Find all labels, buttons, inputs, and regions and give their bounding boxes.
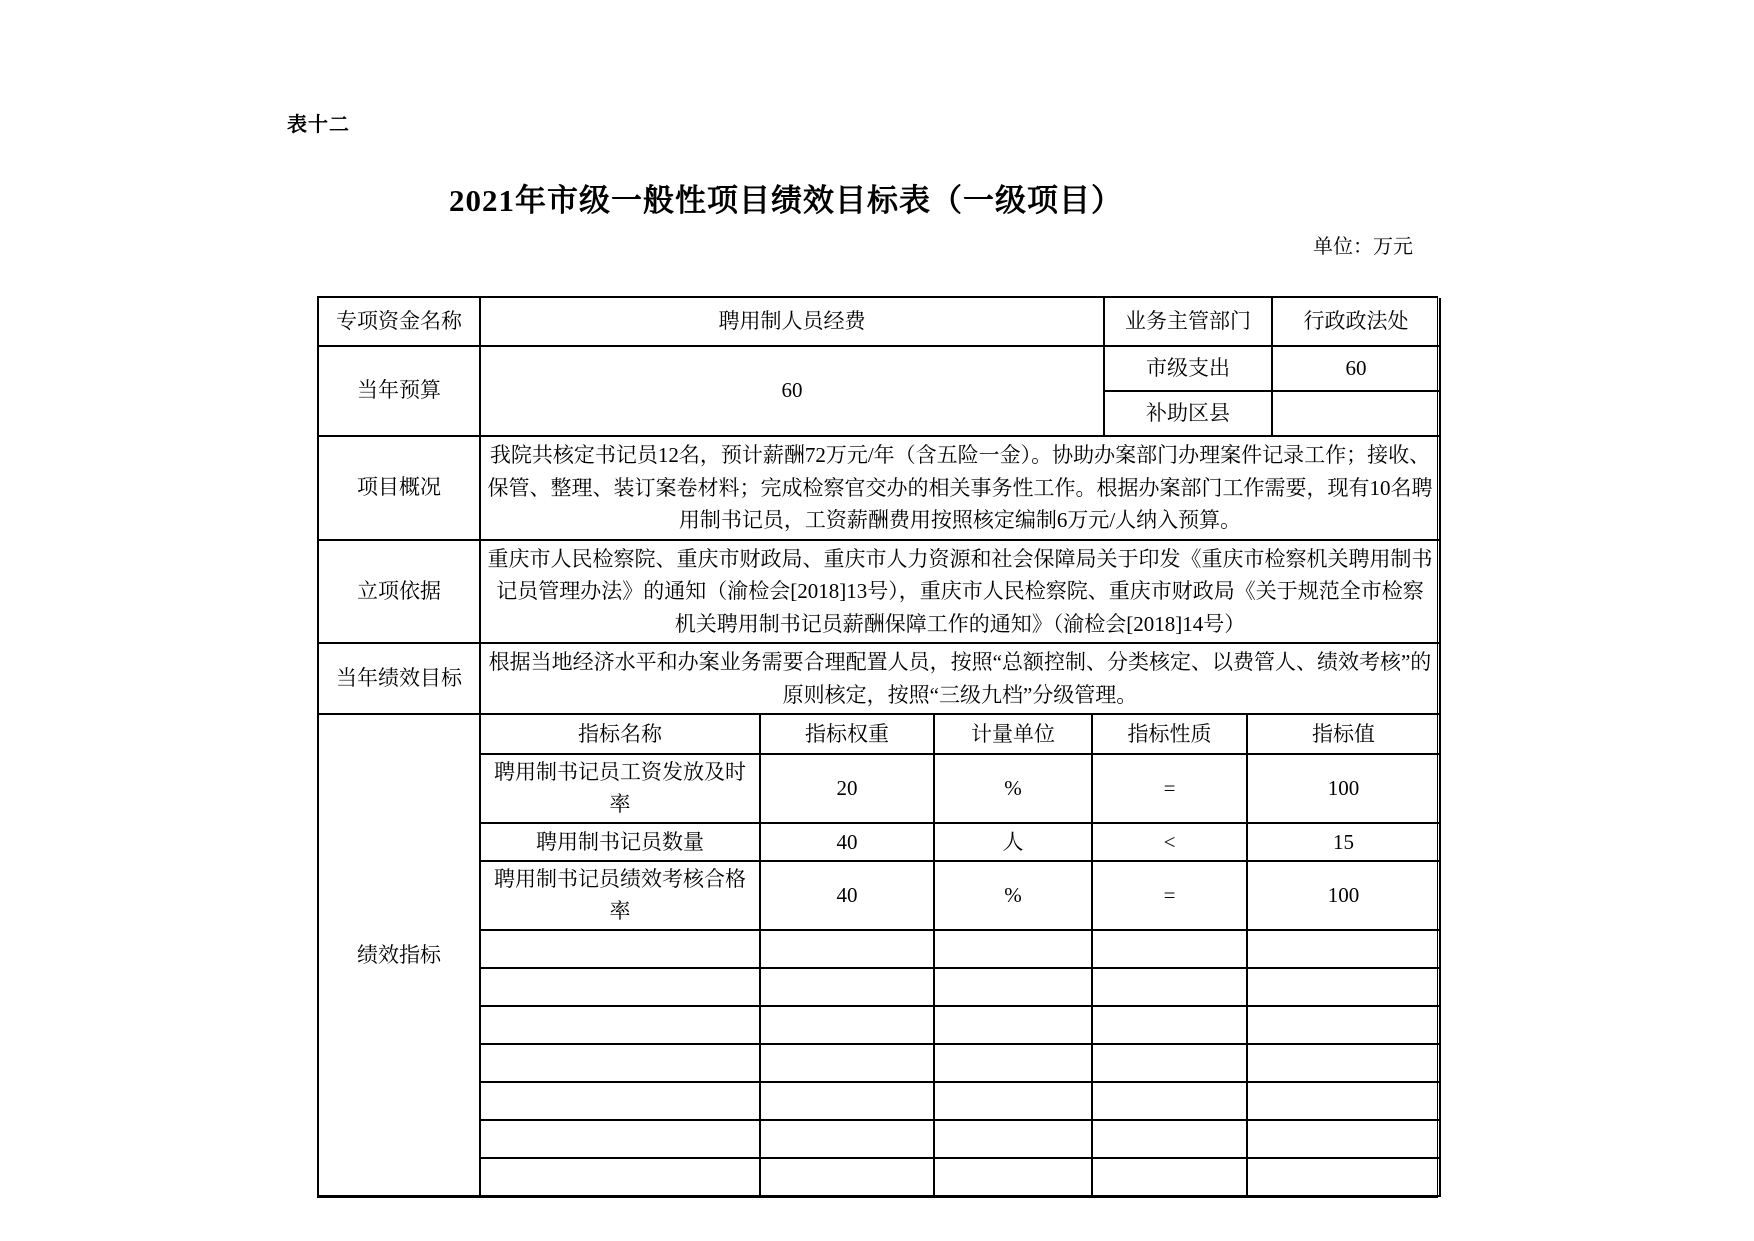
- indicator-unit: %: [934, 861, 1092, 930]
- indicator-nature: =: [1092, 861, 1247, 930]
- empty-cell: [1247, 1120, 1440, 1158]
- empty-cell: [1247, 1044, 1440, 1082]
- fund-row: [319, 298, 1440, 346]
- empty-cell: [480, 1044, 760, 1082]
- indicator-name: 聘用制书记员数量: [480, 823, 760, 861]
- indicator-row: [319, 754, 1440, 823]
- empty-cell: [1247, 1006, 1440, 1044]
- budget-total-value: 60: [480, 346, 1104, 436]
- page-title: 2021年市级一般性项目绩效目标表（一级项目）: [449, 183, 1123, 218]
- indicator-unit: %: [934, 754, 1092, 823]
- indicators-label: 绩效指标: [319, 715, 480, 1196]
- table-section-middle: [319, 437, 1441, 715]
- indicator-name: 聘用制书记员工资发放及时率: [480, 754, 760, 823]
- indicator-unit: 人: [934, 823, 1092, 861]
- indicator-header-name: 指标名称: [480, 715, 760, 754]
- empty-cell: [934, 1006, 1092, 1044]
- empty-cell: [760, 1120, 934, 1158]
- indicator-row: [319, 861, 1440, 930]
- empty-cell: [1092, 1120, 1247, 1158]
- empty-cell: [1092, 1044, 1247, 1082]
- district-subsidy-value: [1272, 391, 1440, 436]
- target-row: [319, 643, 1440, 714]
- overview-label: 项目概况: [319, 437, 480, 540]
- indicator-value: 15: [1247, 823, 1440, 861]
- indicator-nature: <: [1092, 823, 1247, 861]
- empty-cell: [480, 1006, 760, 1044]
- indicator-empty-row: [319, 1044, 1440, 1082]
- overview-row: [319, 437, 1440, 540]
- empty-cell: [760, 1006, 934, 1044]
- basis-text: 重庆市人民检察院、重庆市财政局、重庆市人力资源和社会保障局关于印发《重庆市检察机关聘用制书记员管理办法》的通知（渝检会[2018]13号），重庆市人民检察院、重庆市财政局《关于规范全市检察机关聘用制书记员薪酬保障工作的通知》（渝检会[2018]14号）: [480, 540, 1440, 644]
- empty-cell: [760, 1158, 934, 1196]
- indicator-value: 100: [1247, 861, 1440, 930]
- empty-cell: [760, 930, 934, 968]
- performance-target-table: [317, 296, 1438, 1198]
- city-expense-label: 市级支出: [1104, 346, 1272, 391]
- budget-label: 当年预算: [319, 346, 480, 436]
- empty-cell: [1092, 1158, 1247, 1196]
- empty-cell: [934, 1120, 1092, 1158]
- indicator-empty-row: [319, 1120, 1440, 1158]
- fund-name-value: 聘用制人员经费: [480, 298, 1104, 346]
- empty-cell: [1247, 1082, 1440, 1120]
- empty-cell: [480, 968, 760, 1006]
- empty-cell: [934, 1158, 1092, 1196]
- empty-cell: [760, 968, 934, 1006]
- indicator-name: 聘用制书记员绩效考核合格率: [480, 861, 760, 930]
- empty-cell: [760, 1082, 934, 1120]
- unit-note: 单位：万元: [1313, 236, 1413, 258]
- basis-row: [319, 540, 1440, 644]
- overview-text: 我院共核定书记员12名，预计薪酬72万元/年（含五险一金）。协助办案部门办理案件记录工作；接收、保管、整理、装订案卷材料；完成检察官交办的相关事务性工作。根据办案部门工作需要，现有10名聘用制书记员，工资薪酬费用按照核定编制6万元/人纳入预算。: [480, 437, 1440, 540]
- empty-cell: [1092, 930, 1247, 968]
- indicator-empty-row: [319, 968, 1440, 1006]
- empty-cell: [1092, 1082, 1247, 1120]
- indicator-header-unit: 计量单位: [934, 715, 1092, 754]
- dept-label: 业务主管部门: [1104, 298, 1272, 346]
- city-expense-value: 60: [1272, 346, 1440, 391]
- basis-label: 立项依据: [319, 540, 480, 644]
- table-number-label: 表十二: [287, 114, 350, 136]
- indicator-header-row: [319, 715, 1440, 754]
- empty-cell: [480, 1082, 760, 1120]
- empty-cell: [1247, 1158, 1440, 1196]
- empty-cell: [480, 1120, 760, 1158]
- fund-name-label: 专项资金名称: [319, 298, 480, 346]
- table-section-indicators: [319, 715, 1441, 1197]
- indicator-header-weight: 指标权重: [760, 715, 934, 754]
- empty-cell: [760, 1044, 934, 1082]
- indicator-empty-row: [319, 1082, 1440, 1120]
- indicator-row: [319, 823, 1440, 861]
- empty-cell: [1247, 930, 1440, 968]
- empty-cell: [1092, 1006, 1247, 1044]
- indicator-weight: 40: [760, 861, 934, 930]
- target-label: 当年绩效目标: [319, 643, 480, 714]
- indicator-empty-row: [319, 1006, 1440, 1044]
- indicator-header-value: 指标值: [1247, 715, 1440, 754]
- empty-cell: [934, 930, 1092, 968]
- indicator-value: 100: [1247, 754, 1440, 823]
- empty-cell: [1247, 968, 1440, 1006]
- empty-cell: [934, 968, 1092, 1006]
- empty-cell: [934, 1044, 1092, 1082]
- indicator-weight: 20: [760, 754, 934, 823]
- table-section-top: [319, 298, 1441, 437]
- empty-cell: [1092, 968, 1247, 1006]
- indicator-empty-row: [319, 930, 1440, 968]
- dept-value: 行政政法处: [1272, 298, 1440, 346]
- budget-row-city: [319, 346, 1440, 391]
- indicator-nature: =: [1092, 754, 1247, 823]
- indicator-weight: 40: [760, 823, 934, 861]
- empty-cell: [480, 1158, 760, 1196]
- target-text: 根据当地经济水平和办案业务需要合理配置人员，按照“总额控制、分类核定、以费管人、绩效考核”的原则核定，按照“三级九档”分级管理。: [480, 643, 1440, 714]
- district-subsidy-label: 补助区县: [1104, 391, 1272, 436]
- indicator-header-nature: 指标性质: [1092, 715, 1247, 754]
- empty-cell: [934, 1082, 1092, 1120]
- empty-cell: [480, 930, 760, 968]
- indicator-empty-row: [319, 1158, 1440, 1196]
